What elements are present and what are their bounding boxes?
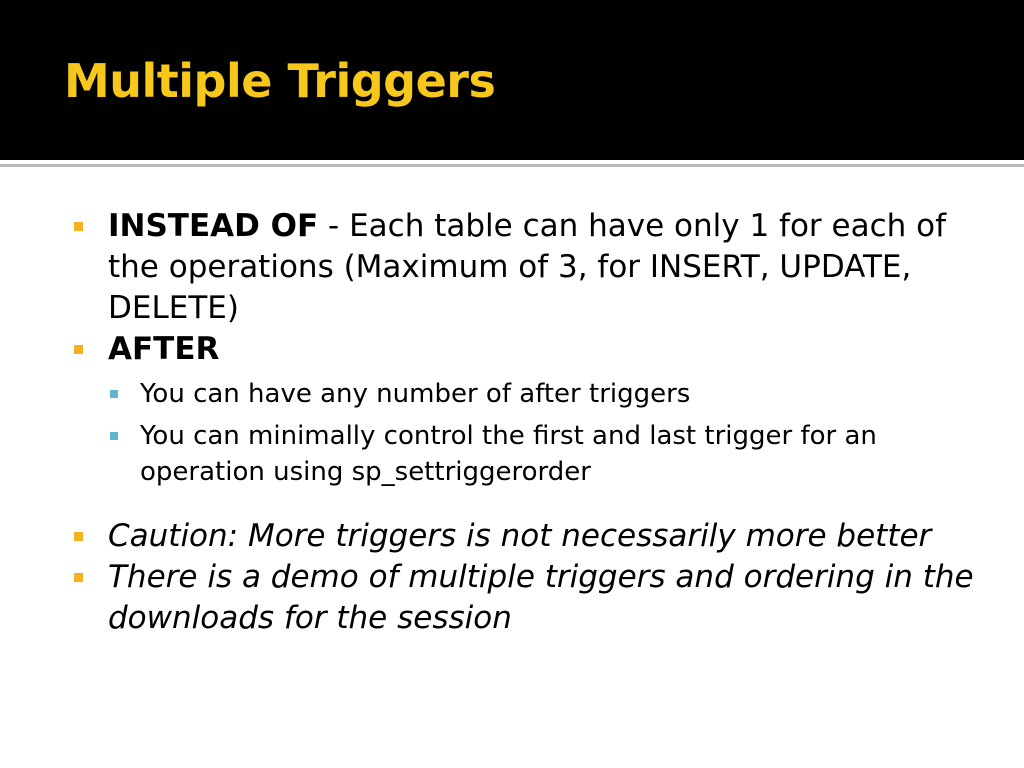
bullet-instead-of (74, 206, 974, 329)
square-sub-bullet-icon (110, 432, 118, 440)
square-bullet-icon (74, 345, 83, 354)
sub-bullet-text: You can have any number of after triggers (140, 379, 691, 409)
bullet-text: - Each table can have only 1 for each of the operations (Maximum of 3, for INSERT, UPDATE, DELETE) (108, 208, 947, 326)
slide-title: Multiple Triggers (64, 54, 496, 108)
bullet-keyword: INSTEAD OF (108, 208, 319, 244)
bullet-text: There is a demo of multiple triggers and ordering in the downloads for the session (108, 559, 974, 636)
divider-white (0, 160, 1024, 163)
square-sub-bullet-icon (110, 390, 118, 398)
bullet-caution (74, 516, 974, 557)
square-bullet-icon (74, 573, 83, 582)
bullet-demo (74, 557, 974, 639)
spacer (74, 490, 974, 516)
square-bullet-icon (74, 532, 83, 541)
bullet-after (74, 329, 974, 370)
sub-bullet-any-number (74, 376, 974, 412)
title-bar (0, 0, 1024, 160)
bullet-text: Caution: More triggers is not necessarily more better (108, 518, 932, 554)
divider-gray (0, 164, 1024, 167)
sub-bullet-control-order (74, 418, 974, 490)
bullet-keyword: AFTER (108, 331, 220, 367)
sub-bullet-text: You can minimally control the first and last trigger for an operation using sp_settriggerorder (140, 421, 877, 487)
square-bullet-icon (74, 222, 83, 231)
slide-content (74, 206, 974, 639)
